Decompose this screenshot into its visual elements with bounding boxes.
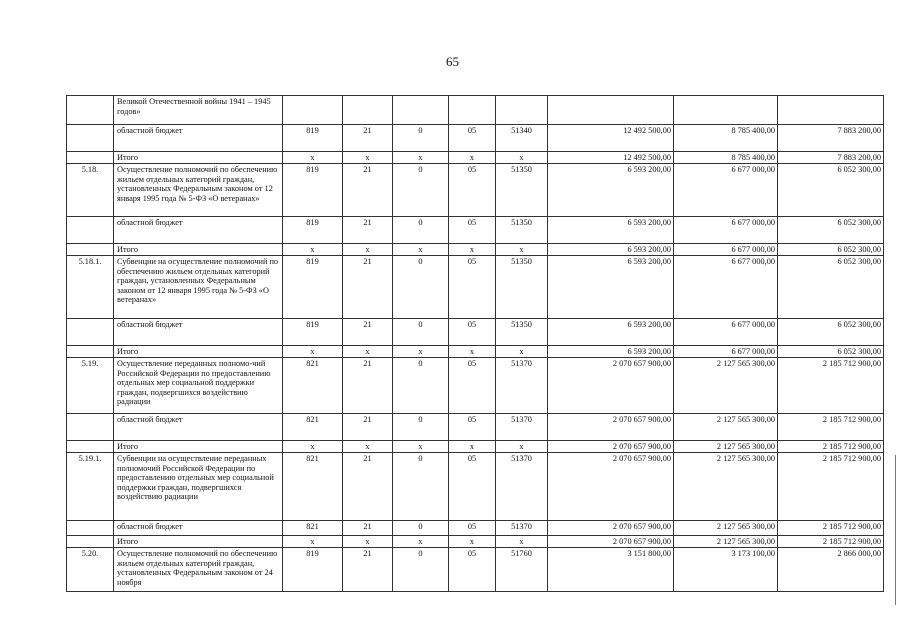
code-cell: х	[283, 152, 343, 164]
amount-year-1-cell: 6 593 200,00	[548, 319, 674, 346]
description-cell: Итого	[114, 346, 283, 358]
amount-year-1-cell	[548, 96, 674, 125]
expense-code-cell: 51370	[496, 358, 548, 414]
amount-year-2-cell: 6 677 000,00	[674, 217, 778, 244]
amount-year-2-cell: 6 677 000,00	[674, 164, 778, 217]
code-cell: 821	[283, 453, 343, 521]
amount-year-1-cell: 2 070 657 900,00	[548, 414, 674, 441]
table-row	[67, 319, 884, 346]
amount-year-2-cell: 6 677 000,00	[674, 244, 778, 256]
table-row	[67, 164, 884, 217]
article-cell: 05	[449, 164, 496, 217]
table-row	[67, 441, 884, 453]
code-cell: 819	[283, 548, 343, 592]
article-cell: 05	[449, 125, 496, 152]
amount-year-1-cell: 6 593 200,00	[548, 346, 674, 358]
description-cell: областной бюджет	[114, 319, 283, 346]
amount-year-2-cell: 2 127 565 300,00	[674, 358, 778, 414]
amount-year-1-cell: 3 151 800,00	[548, 548, 674, 592]
subsection-cell: 0	[393, 256, 449, 319]
description-cell: Итого	[114, 244, 283, 256]
article-cell: х	[449, 441, 496, 453]
expense-code-cell: х	[496, 441, 548, 453]
amount-year-3-cell: 2 185 712 900,00	[778, 521, 884, 536]
amount-year-2-cell: 2 127 565 300,00	[674, 441, 778, 453]
subsection-cell: х	[393, 536, 449, 548]
section-cell: 21	[343, 217, 393, 244]
description-cell: Итого	[114, 152, 283, 164]
table-row	[67, 453, 884, 521]
row-number-cell	[67, 536, 114, 548]
amount-year-3-cell: 2 185 712 900,00	[778, 358, 884, 414]
amount-year-1-cell: 12 492 500,00	[548, 152, 674, 164]
amount-year-3-cell: 2 185 712 900,00	[778, 453, 884, 521]
budget-table	[66, 95, 884, 592]
code-cell	[283, 96, 343, 125]
subsection-cell: 0	[393, 358, 449, 414]
expense-code-cell: 51370	[496, 414, 548, 441]
amount-year-2-cell: 2 127 565 300,00	[674, 453, 778, 521]
row-number-cell	[67, 217, 114, 244]
amount-year-3-cell: 7 883 200,00	[778, 152, 884, 164]
code-cell: 819	[283, 217, 343, 244]
amount-year-2-cell: 2 127 565 300,00	[674, 521, 778, 536]
expense-code-cell: 51350	[496, 164, 548, 217]
section-cell: 21	[343, 164, 393, 217]
code-cell: 821	[283, 521, 343, 536]
subsection-cell: 0	[393, 319, 449, 346]
table-row	[67, 244, 884, 256]
article-cell: 05	[449, 453, 496, 521]
expense-code-cell: 51340	[496, 125, 548, 152]
subsection-cell	[393, 96, 449, 125]
code-cell: 819	[283, 125, 343, 152]
code-cell: 819	[283, 319, 343, 346]
article-cell: 05	[449, 358, 496, 414]
row-number-cell	[67, 414, 114, 441]
article-cell: 05	[449, 217, 496, 244]
row-number-cell	[67, 521, 114, 536]
row-number-cell	[67, 244, 114, 256]
article-cell: х	[449, 244, 496, 256]
amount-year-1-cell: 12 492 500,00	[548, 125, 674, 152]
amount-year-3-cell: 6 052 300,00	[778, 217, 884, 244]
description-cell: областной бюджет	[114, 521, 283, 536]
description-cell: областной бюджет	[114, 414, 283, 441]
expense-code-cell: 51350	[496, 256, 548, 319]
amount-year-3-cell: 6 052 300,00	[778, 256, 884, 319]
amount-year-3-cell	[778, 96, 884, 125]
section-cell: 21	[343, 453, 393, 521]
article-cell: х	[449, 152, 496, 164]
row-number-cell: 5.20.	[67, 548, 114, 592]
table-row	[67, 536, 884, 548]
article-cell: х	[449, 346, 496, 358]
expense-code-cell: 51760	[496, 548, 548, 592]
table-row	[67, 256, 884, 319]
table-body	[67, 96, 884, 592]
amount-year-2-cell	[674, 96, 778, 125]
expense-code-cell: х	[496, 152, 548, 164]
amount-year-3-cell: 6 052 300,00	[778, 346, 884, 358]
description-cell: областной бюджет	[114, 125, 283, 152]
table-row	[67, 217, 884, 244]
subsection-cell: 0	[393, 125, 449, 152]
subsection-cell: 0	[393, 217, 449, 244]
amount-year-1-cell: 6 593 200,00	[548, 217, 674, 244]
article-cell	[449, 96, 496, 125]
row-number-cell: 5.18.	[67, 164, 114, 217]
row-number-cell: 5.19.1.	[67, 453, 114, 521]
subsection-cell: 0	[393, 548, 449, 592]
code-cell: 821	[283, 358, 343, 414]
subsection-cell: 0	[393, 521, 449, 536]
amount-year-3-cell: 2 185 712 900,00	[778, 441, 884, 453]
article-cell: 05	[449, 414, 496, 441]
section-cell: х	[343, 536, 393, 548]
amount-year-1-cell: 6 593 200,00	[548, 164, 674, 217]
code-cell: х	[283, 536, 343, 548]
amount-year-2-cell: 2 127 565 300,00	[674, 414, 778, 441]
article-cell: 05	[449, 319, 496, 346]
code-cell: 819	[283, 256, 343, 319]
expense-code-cell: х	[496, 244, 548, 256]
amount-year-1-cell: 2 070 657 900,00	[548, 441, 674, 453]
row-number-cell	[67, 441, 114, 453]
section-cell	[343, 96, 393, 125]
subsection-cell: х	[393, 346, 449, 358]
section-cell: 21	[343, 414, 393, 441]
code-cell: 821	[283, 414, 343, 441]
section-cell: х	[343, 244, 393, 256]
amount-year-3-cell: 2 185 712 900,00	[778, 414, 884, 441]
description-cell: Осуществление переданных полномо-чий Российской Федерации по предоставлению отдельных мер социальной поддержки граждан, подвергшихся воздействию радиации	[114, 358, 283, 414]
row-number-cell	[67, 319, 114, 346]
section-cell: 21	[343, 548, 393, 592]
article-cell: х	[449, 536, 496, 548]
row-number-cell: 5.19.	[67, 358, 114, 414]
expense-code-cell: 51350	[496, 319, 548, 346]
article-cell: 05	[449, 256, 496, 319]
section-cell: х	[343, 441, 393, 453]
row-number-cell: 5.18.1.	[67, 256, 114, 319]
row-number-cell	[67, 125, 114, 152]
expense-code-cell: 51370	[496, 521, 548, 536]
article-cell: 05	[449, 548, 496, 592]
amount-year-2-cell: 2 127 565 300,00	[674, 536, 778, 548]
expense-code-cell: х	[496, 536, 548, 548]
description-cell: Итого	[114, 441, 283, 453]
amount-year-3-cell: 6 052 300,00	[778, 244, 884, 256]
table-row	[67, 414, 884, 441]
row-number-cell	[67, 96, 114, 125]
subsection-cell: 0	[393, 164, 449, 217]
subsection-cell: х	[393, 244, 449, 256]
expense-code-cell: 51350	[496, 217, 548, 244]
description-cell: Осуществление полномочий по обеспечению жильем отдельных категорий граждан, установленных Федеральным законом от 12 января 1995 года № 5-ФЗ «О ветеранах»	[114, 164, 283, 217]
expense-code-cell: 51370	[496, 453, 548, 521]
scan-edge-mark	[895, 455, 903, 605]
amount-year-1-cell: 2 070 657 900,00	[548, 358, 674, 414]
page-number: 65	[446, 54, 459, 69]
amount-year-3-cell: 2 866 000,00	[778, 548, 884, 592]
amount-year-1-cell: 6 593 200,00	[548, 256, 674, 319]
description-cell: Великой Отечественной войны 1941 – 1945 годов»	[114, 96, 283, 125]
description-cell: Итого	[114, 536, 283, 548]
amount-year-2-cell: 8 785 400,00	[674, 152, 778, 164]
amount-year-1-cell: 6 593 200,00	[548, 244, 674, 256]
table-row	[67, 521, 884, 536]
amount-year-2-cell: 6 677 000,00	[674, 346, 778, 358]
subsection-cell: 0	[393, 414, 449, 441]
code-cell: 819	[283, 164, 343, 217]
article-cell: 05	[449, 521, 496, 536]
description-cell: Субвенции на осуществление переданных полномочий Российской Федерации по предоставлению отдельных мер социальной поддержки граждан, подвергшихся воздействию радиации	[114, 453, 283, 521]
section-cell: 21	[343, 358, 393, 414]
subsection-cell: х	[393, 441, 449, 453]
amount-year-3-cell: 6 052 300,00	[778, 164, 884, 217]
section-cell: х	[343, 152, 393, 164]
description-cell: Осуществление полномочий по обеспечению жильем отдельных категорий граждан, установленных Федеральным законом от 24 ноября	[114, 548, 283, 592]
code-cell: х	[283, 441, 343, 453]
section-cell: 21	[343, 125, 393, 152]
section-cell: 21	[343, 319, 393, 346]
row-number-cell	[67, 346, 114, 358]
amount-year-1-cell: 2 070 657 900,00	[548, 536, 674, 548]
code-cell: х	[283, 346, 343, 358]
subsection-cell: х	[393, 152, 449, 164]
table-row	[67, 125, 884, 152]
expense-code-cell: х	[496, 346, 548, 358]
amount-year-2-cell: 6 677 000,00	[674, 319, 778, 346]
amount-year-1-cell: 2 070 657 900,00	[548, 453, 674, 521]
subsection-cell: 0	[393, 453, 449, 521]
row-number-cell	[67, 152, 114, 164]
description-cell: областной бюджет	[114, 217, 283, 244]
expense-code-cell	[496, 96, 548, 125]
section-cell: 21	[343, 256, 393, 319]
section-cell: 21	[343, 521, 393, 536]
amount-year-3-cell: 2 185 712 900,00	[778, 536, 884, 548]
table-row	[67, 152, 884, 164]
amount-year-2-cell: 8 785 400,00	[674, 125, 778, 152]
amount-year-2-cell: 3 173 100,00	[674, 548, 778, 592]
description-cell: Субвенции на осуществление полномочий по обеспечению жильем отдельных категорий граждан, установленных Федеральным законом от 12 января 1995 года № 5-ФЗ «О ветеранах»	[114, 256, 283, 319]
table-row	[67, 548, 884, 592]
table-row	[67, 346, 884, 358]
section-cell: х	[343, 346, 393, 358]
code-cell: х	[283, 244, 343, 256]
amount-year-2-cell: 6 677 000,00	[674, 256, 778, 319]
amount-year-3-cell: 6 052 300,00	[778, 319, 884, 346]
table-row	[67, 358, 884, 414]
amount-year-1-cell: 2 070 657 900,00	[548, 521, 674, 536]
amount-year-3-cell: 7 883 200,00	[778, 125, 884, 152]
table-row	[67, 96, 884, 125]
